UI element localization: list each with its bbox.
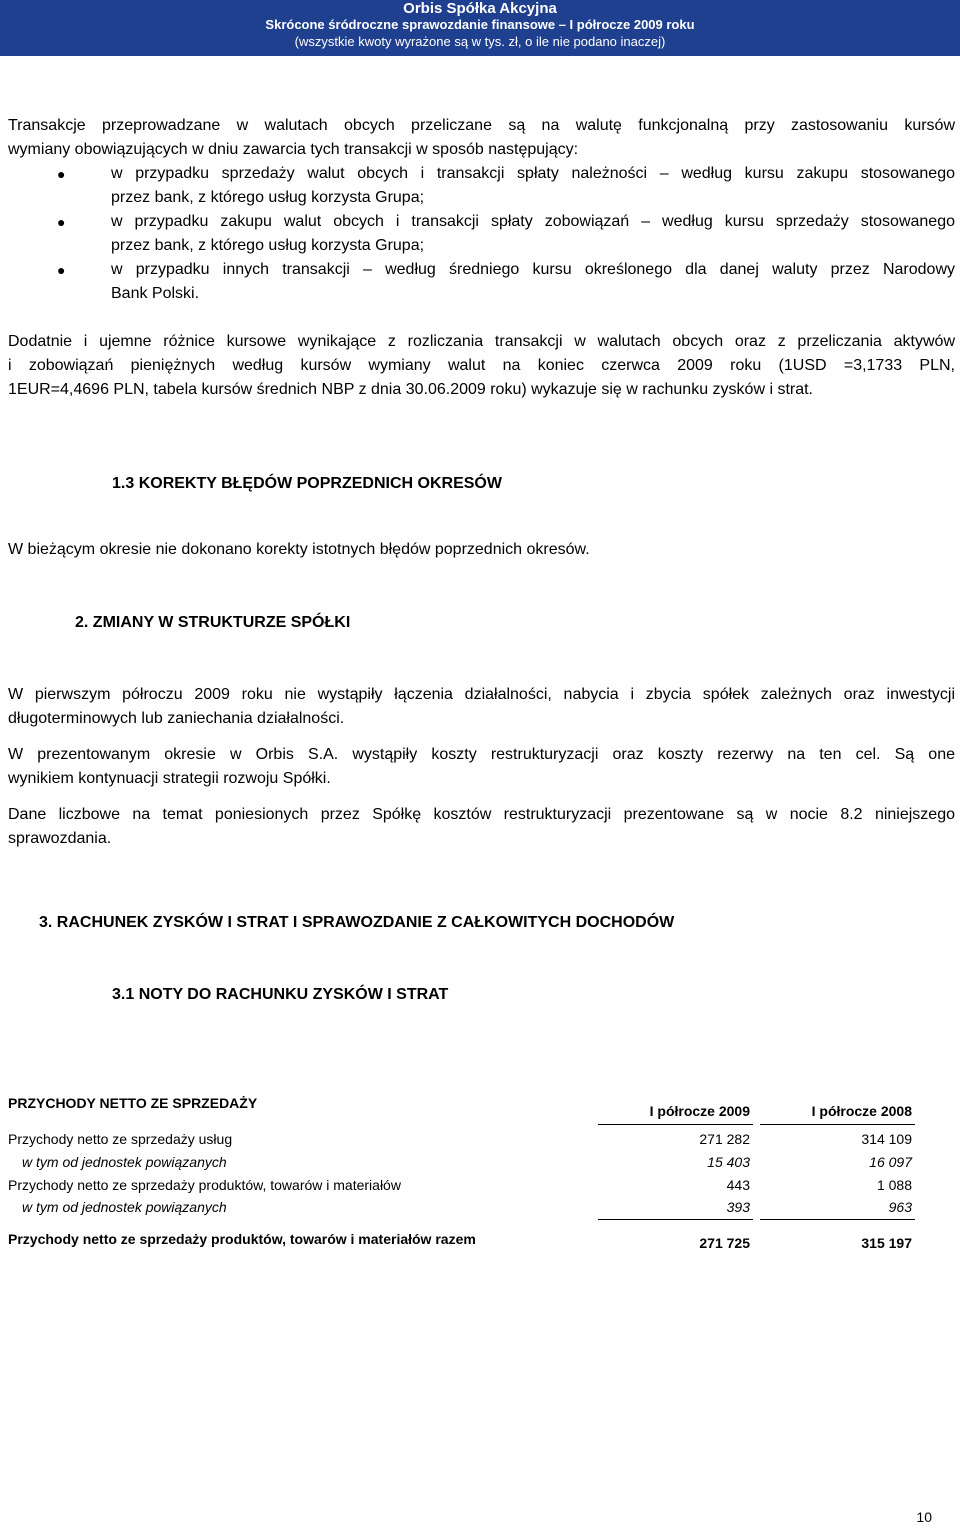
fx-bullet-3-line-1: w przypadku innych transakcji – według średniego kursu określonego dla danej waluty przez Narodowy (111, 261, 955, 278)
report-title: Skrócone śródroczne sprawozdanie finansowe – I półrocze 2009 roku (265, 17, 695, 32)
row-value-2009: 443 (726, 1177, 750, 1193)
bullet-icon: ● (57, 262, 66, 278)
page-number: 10 (916, 1509, 932, 1525)
column-header-2009: I półrocze 2009 (649, 1103, 750, 1119)
section-2-heading: 2. ZMIANY W STRUKTURZE SPÓŁKI (75, 614, 351, 631)
row-value-2008: 314 109 (861, 1131, 912, 1147)
section-3-1-heading: 3.1 NOTY DO RACHUNKU ZYSKÓW I STRAT (112, 986, 449, 1003)
row-value-2008: 16 097 (869, 1154, 912, 1170)
section-3-heading: 3. RACHUNEK ZYSKÓW I STRAT I SPRAWOZDANIE Z CAŁKOWITYCH DOCHODÓW (39, 914, 675, 931)
row-label: Przychody netto ze sprzedaży produktów, towarów i materiałów (8, 1177, 401, 1193)
column-underline (760, 1124, 915, 1125)
column-underline (598, 1124, 753, 1125)
fx-bullet-2-line-2: przez bank, z którego usług korzysta Grupa; (111, 237, 425, 254)
row-value-2008: 963 (888, 1199, 912, 1215)
column-header-2008: I półrocze 2008 (811, 1103, 912, 1119)
fx-diff-line-1: Dodatnie i ujemne różnice kursowe wynikające z rozliczania transakcji w walutach obcych oraz z przeliczania aktywów (8, 333, 955, 350)
fx-diff-line-2: i zobowiązań pieniężnych według kursów wymiany walut na koniec czerwca 2009 roku (1USD =3,1733 PLN, (8, 357, 955, 374)
fx-bullet-3-line-2: Bank Polski. (111, 285, 200, 302)
section-1-3-heading: 1.3 KOREKTY BŁĘDÓW POPRZEDNICH OKRESÓW (112, 475, 502, 492)
row-label: Przychody netto ze sprzedaży usług (8, 1131, 233, 1147)
currency-note: (wszystkie kwoty wyrażone są w tys. zł, o ile nie podano inaczej) (294, 34, 666, 49)
section-2-p1-line-1: W pierwszym półroczu 2009 roku nie wystąpiły łączenia działalności, nabycia i zbycia spółek zależnych oraz inwestycji (8, 686, 955, 703)
column-underline (760, 1219, 915, 1220)
section-1-3-text: W bieżącym okresie nie dokonano korekty istotnych błędów poprzednich okresów. (8, 541, 590, 558)
total-value-2008: 315 197 (861, 1235, 912, 1251)
section-2-p3-line-2: sprawozdania. (8, 830, 112, 847)
total-label: Przychody netto ze sprzedaży produktów, towarów i materiałów razem (8, 1231, 476, 1247)
row-value-2009: 271 282 (699, 1131, 750, 1147)
bullet-icon: ● (57, 166, 66, 182)
fx-diff-line-3: 1EUR=4,4696 PLN, tabela kursów średnich NBP z dnia 30.06.2009 roku) wykazuje się w rachunku zysków i strat. (8, 381, 813, 398)
report-header (0, 0, 960, 56)
row-value-2009: 393 (726, 1199, 750, 1215)
section-2-p3-line-1: Dane liczbowe na temat poniesionych przez Spółkę kosztów restrukturyzacji prezentowane są w nocie 8.2 niniejszego (8, 806, 955, 823)
row-value-2009: 15 403 (707, 1154, 750, 1170)
bullet-icon: ● (57, 214, 66, 230)
fx-bullet-2-line-1: w przypadku zakupu walut obcych i transakcji spłaty zobowiązań – według kursu sprzedaży stosowanego (111, 213, 955, 230)
table-title: PRZYCHODY NETTO ZE SPRZEDAŻY (8, 1095, 258, 1111)
section-2-p2-line-2: wynikiem kontynuacji strategii rozwoju Spółki. (8, 770, 331, 787)
total-value-2009: 271 725 (699, 1235, 750, 1251)
fx-intro-line-2: wymiany obowiązujących w dniu zawarcia tych transakcji w sposób następujący: (8, 141, 579, 158)
column-underline (598, 1219, 753, 1220)
fx-intro-line-1: Transakcje przeprowadzane w walutach obcych przeliczane są na walutę funkcjonalną przy zastosowaniu kursów (8, 117, 955, 134)
row-label: w tym od jednostek powiązanych (22, 1199, 227, 1215)
row-value-2008: 1 088 (876, 1177, 912, 1193)
section-2-p1-line-2: długoterminowych lub zaniechania działalności. (8, 710, 345, 727)
row-label: w tym od jednostek powiązanych (22, 1154, 227, 1170)
company-name: Orbis Spółka Akcyjna (403, 0, 557, 17)
fx-bullet-1-line-1: w przypadku sprzedaży walut obcych i transakcji spłaty należności – według kursu zakupu stosowanego (111, 165, 955, 182)
section-2-p2-line-1: W prezentowanym okresie w Orbis S.A. wystąpiły koszty restrukturyzacji oraz koszty rezerwy na ten cel. Są one (8, 746, 955, 763)
fx-bullet-1-line-2: przez bank, z którego usług korzysta Grupa; (111, 189, 425, 206)
